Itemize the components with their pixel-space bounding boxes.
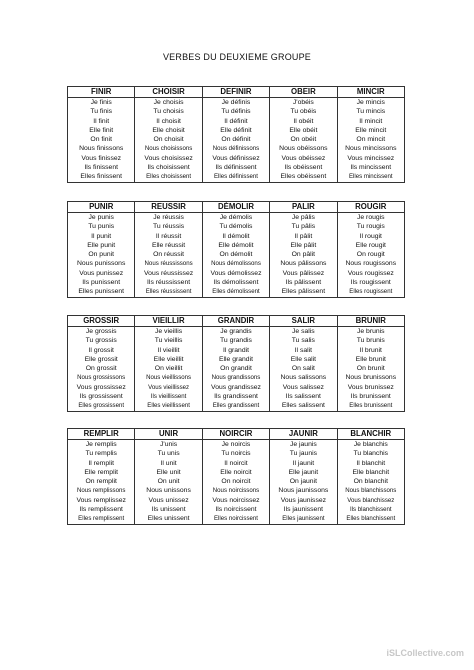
conjugation-cell: On blanchit bbox=[337, 477, 404, 486]
conjugation-cell: Vous noircissez bbox=[202, 496, 269, 505]
table-row bbox=[68, 259, 405, 268]
conjugation-cell: Elle choisit bbox=[135, 126, 202, 135]
conjugation-cell: Il grossit bbox=[68, 346, 135, 355]
verb-header: ROUGIR bbox=[337, 202, 404, 213]
conjugation-cell: Vous choisissez bbox=[135, 154, 202, 163]
conjugation-cell: Nous remplissons bbox=[68, 486, 135, 495]
table-row bbox=[68, 468, 405, 477]
conjugation-cell: Nous mincissons bbox=[337, 144, 404, 153]
verb-header: PUNIR bbox=[68, 202, 135, 213]
conjugation-cell: Il choisit bbox=[135, 117, 202, 126]
conjugation-cell: Vous obéissez bbox=[270, 154, 337, 163]
verb-header: GROSSIR bbox=[68, 316, 135, 327]
conjugation-cell: Nous pâlissons bbox=[270, 259, 337, 268]
conjugation-cell: On jaunit bbox=[270, 477, 337, 486]
conjugation-cell: Vous mincissez bbox=[337, 154, 404, 163]
verb-header: VIEILLIR bbox=[135, 316, 202, 327]
conjugation-cell: Je vieillis bbox=[135, 327, 202, 337]
conjugation-cell: Nous brunissons bbox=[337, 373, 404, 382]
conjugation-cell: Nous finissons bbox=[68, 144, 135, 153]
conjugation-cell: Il définit bbox=[202, 117, 269, 126]
conjugation-cell: Elles punissent bbox=[68, 287, 135, 297]
table-row bbox=[68, 459, 405, 468]
conjugation-cell: Il finit bbox=[68, 117, 135, 126]
conjugation-cell: Vous remplissez bbox=[68, 496, 135, 505]
verb-header: BLANCHIR bbox=[337, 429, 404, 440]
conjugation-cell: Ils noircissent bbox=[202, 505, 269, 514]
conjugation-cell: Ils unissent bbox=[135, 505, 202, 514]
conjugation-cell: Vous grossissez bbox=[68, 383, 135, 392]
verb-header: DEFINIR bbox=[202, 87, 269, 98]
conjugation-cell: Elles remplissent bbox=[68, 514, 135, 524]
conjugation-cell: Elles définissent bbox=[202, 172, 269, 182]
conjugation-cell: Tu punis bbox=[68, 222, 135, 231]
verb-header: REMPLIR bbox=[68, 429, 135, 440]
conjugation-cell: Elles rougissent bbox=[337, 287, 404, 297]
conjugation-cell: Je noircis bbox=[202, 440, 269, 450]
table-row bbox=[68, 250, 405, 259]
conjugation-cell: Il pâlit bbox=[270, 232, 337, 241]
table-row bbox=[68, 477, 405, 486]
table-row bbox=[68, 401, 405, 411]
table-row bbox=[68, 163, 405, 172]
conjugation-cell: Nous unissons bbox=[135, 486, 202, 495]
conjugation-cell: Je grandis bbox=[202, 327, 269, 337]
table-row bbox=[68, 327, 405, 337]
conjugation-cell: On mincit bbox=[337, 135, 404, 144]
conjugation-cell: Il mincit bbox=[337, 117, 404, 126]
verb-header: JAUNIR bbox=[270, 429, 337, 440]
conjugation-cell: Elle noircit bbox=[202, 468, 269, 477]
conjugation-cell: On grossit bbox=[68, 364, 135, 373]
conjugation-cell: Tu jaunis bbox=[270, 449, 337, 458]
conjugation-cell: Il jaunit bbox=[270, 459, 337, 468]
table-row bbox=[68, 364, 405, 373]
conjugation-cell: Je finis bbox=[68, 98, 135, 108]
conjugation-cell: Elle mincit bbox=[337, 126, 404, 135]
conjugation-cell: Il rougit bbox=[337, 232, 404, 241]
conjugation-cell: Je remplis bbox=[68, 440, 135, 450]
conjugation-cell: On finit bbox=[68, 135, 135, 144]
conjugation-cell: Elle grossit bbox=[68, 355, 135, 364]
conjugation-cell: Elles réussissent bbox=[135, 287, 202, 297]
conjugation-cell: Vous salissez bbox=[270, 383, 337, 392]
conjugation-cell: Tu définis bbox=[202, 107, 269, 116]
conjugation-cell: On pâlit bbox=[270, 250, 337, 259]
header-row bbox=[68, 202, 405, 213]
conjugation-table-1 bbox=[67, 86, 405, 183]
conjugation-cell: Tu réussis bbox=[135, 222, 202, 231]
conjugation-cell: Nous jaunissons bbox=[270, 486, 337, 495]
verb-header: GRANDIR bbox=[202, 316, 269, 327]
verb-header: MINCIR bbox=[337, 87, 404, 98]
verb-header: BRUNIR bbox=[337, 316, 404, 327]
conjugation-cell: Elle finit bbox=[68, 126, 135, 135]
conjugation-cell: Elle réussit bbox=[135, 241, 202, 250]
conjugation-cell: Nous choisissons bbox=[135, 144, 202, 153]
conjugation-cell: On réussit bbox=[135, 250, 202, 259]
table-row bbox=[68, 392, 405, 401]
conjugation-cell: Elle salit bbox=[270, 355, 337, 364]
conjugation-cell: Il grandit bbox=[202, 346, 269, 355]
conjugation-cell: Elle remplit bbox=[68, 468, 135, 477]
conjugation-cell: Elles noircissent bbox=[202, 514, 269, 524]
table-row bbox=[68, 346, 405, 355]
table-row bbox=[68, 449, 405, 458]
table-row bbox=[68, 213, 405, 223]
table-row bbox=[68, 241, 405, 250]
conjugation-cell: Nous démolissons bbox=[202, 259, 269, 268]
table-row bbox=[68, 135, 405, 144]
conjugation-cell: Ils brunissent bbox=[337, 392, 404, 401]
table-row bbox=[68, 232, 405, 241]
table-row bbox=[68, 107, 405, 116]
table-row bbox=[68, 278, 405, 287]
verb-header: CHOISIR bbox=[135, 87, 202, 98]
conjugation-cell: Tu brunis bbox=[337, 336, 404, 345]
conjugation-cell: Vous jaunissez bbox=[270, 496, 337, 505]
conjugation-cell: Ils punissent bbox=[68, 278, 135, 287]
table-row bbox=[68, 126, 405, 135]
table-row bbox=[68, 144, 405, 153]
conjugation-cell: Je jaunis bbox=[270, 440, 337, 450]
conjugation-cell: Tu rougis bbox=[337, 222, 404, 231]
conjugation-cell: Elles vieillissent bbox=[135, 401, 202, 411]
conjugation-cell: Je démolis bbox=[202, 213, 269, 223]
conjugation-cell: Tu grossis bbox=[68, 336, 135, 345]
table-row bbox=[68, 383, 405, 392]
conjugation-cell: Elles mincissent bbox=[337, 172, 404, 182]
conjugation-cell: Tu noircis bbox=[202, 449, 269, 458]
conjugation-cell: Elle démolit bbox=[202, 241, 269, 250]
conjugation-cell: Il noircit bbox=[202, 459, 269, 468]
conjugation-cell: Tu démolis bbox=[202, 222, 269, 231]
conjugation-cell: Elles grossissent bbox=[68, 401, 135, 411]
header-row bbox=[68, 87, 405, 98]
conjugation-cell: J'obéis bbox=[270, 98, 337, 108]
conjugation-cell: Nous rougissons bbox=[337, 259, 404, 268]
conjugation-cell: Elle rougit bbox=[337, 241, 404, 250]
conjugation-cell: Nous vieillissons bbox=[135, 373, 202, 382]
conjugation-cell: Je grossis bbox=[68, 327, 135, 337]
conjugation-cell: Il vieillit bbox=[135, 346, 202, 355]
conjugation-cell: Tu unis bbox=[135, 449, 202, 458]
conjugation-cell: Vous unissez bbox=[135, 496, 202, 505]
conjugation-cell: Elles obéissent bbox=[270, 172, 337, 182]
conjugation-cell: On rougit bbox=[337, 250, 404, 259]
conjugation-cell: Ils finissent bbox=[68, 163, 135, 172]
conjugation-cell: Elles finissent bbox=[68, 172, 135, 182]
conjugation-cell: Tu grandis bbox=[202, 336, 269, 345]
verb-header: NOIRCIR bbox=[202, 429, 269, 440]
conjugation-cell: Elles pâlissent bbox=[270, 287, 337, 297]
conjugation-cell: Ils pâlissent bbox=[270, 278, 337, 287]
conjugation-cell: On choisit bbox=[135, 135, 202, 144]
table-row bbox=[68, 514, 405, 524]
conjugation-cell: On définit bbox=[202, 135, 269, 144]
conjugation-cell: Ils obéissent bbox=[270, 163, 337, 172]
conjugation-cell: Elles jaunissent bbox=[270, 514, 337, 524]
conjugation-cell: Il salit bbox=[270, 346, 337, 355]
conjugation-cell: Ils choisissent bbox=[135, 163, 202, 172]
watermark-footer: iSLCollective.com bbox=[386, 648, 464, 658]
verb-header: REUSSIR bbox=[135, 202, 202, 213]
conjugation-cell: Elles blanchissent bbox=[337, 514, 404, 524]
conjugation-cell: Tu obéis bbox=[270, 107, 337, 116]
verb-header: SALIR bbox=[270, 316, 337, 327]
table-row bbox=[68, 287, 405, 297]
conjugation-cell: On noircit bbox=[202, 477, 269, 486]
conjugation-cell: Nous grossissons bbox=[68, 373, 135, 382]
conjugation-cell: Elle définit bbox=[202, 126, 269, 135]
conjugation-cell: Elle jaunit bbox=[270, 468, 337, 477]
conjugation-cell: Il punit bbox=[68, 232, 135, 241]
table-row bbox=[68, 440, 405, 450]
conjugation-cell: Tu remplis bbox=[68, 449, 135, 458]
conjugation-cell: J'unis bbox=[135, 440, 202, 450]
conjugation-cell: On brunit bbox=[337, 364, 404, 373]
conjugation-cell: Tu blanchis bbox=[337, 449, 404, 458]
conjugation-cell: Elles grandissent bbox=[202, 401, 269, 411]
conjugation-cell: Je définis bbox=[202, 98, 269, 108]
conjugation-cell: Ils mincissent bbox=[337, 163, 404, 172]
conjugation-cell: Nous noircissons bbox=[202, 486, 269, 495]
conjugation-cell: Vous punissez bbox=[68, 269, 135, 278]
table-row bbox=[68, 336, 405, 345]
conjugation-cell: Vous réussissez bbox=[135, 269, 202, 278]
conjugation-cell: Elles brunissent bbox=[337, 401, 404, 411]
conjugation-table-4 bbox=[67, 428, 405, 525]
conjugation-cell: Tu vieillis bbox=[135, 336, 202, 345]
conjugation-cell: Vous définissez bbox=[202, 154, 269, 163]
table-row bbox=[68, 98, 405, 108]
conjugation-cell: Ils grossissent bbox=[68, 392, 135, 401]
conjugation-cell: Il démolit bbox=[202, 232, 269, 241]
table-row bbox=[68, 496, 405, 505]
conjugation-cell: Vous pâlissez bbox=[270, 269, 337, 278]
conjugation-cell: Je brunis bbox=[337, 327, 404, 337]
conjugation-cell: Je rougis bbox=[337, 213, 404, 223]
table-row bbox=[68, 486, 405, 495]
conjugation-cell: Je réussis bbox=[135, 213, 202, 223]
conjugation-cell: On punit bbox=[68, 250, 135, 259]
header-row bbox=[68, 429, 405, 440]
verb-header: UNIR bbox=[135, 429, 202, 440]
table-row bbox=[68, 269, 405, 278]
conjugation-cell: Il réussit bbox=[135, 232, 202, 241]
conjugation-cell: On grandit bbox=[202, 364, 269, 373]
conjugation-cell: Ils blanchissent bbox=[337, 505, 404, 514]
conjugation-cell: Ils salissent bbox=[270, 392, 337, 401]
conjugation-cell: Vous blanchissez bbox=[337, 496, 404, 505]
conjugation-cell: Tu salis bbox=[270, 336, 337, 345]
conjugation-cell: Elles unissent bbox=[135, 514, 202, 524]
conjugation-cell: Il unit bbox=[135, 459, 202, 468]
conjugation-cell: Nous blanchissons bbox=[337, 486, 404, 495]
conjugation-cell: Ils remplissent bbox=[68, 505, 135, 514]
conjugation-cell: Tu mincis bbox=[337, 107, 404, 116]
conjugation-cell: Tu choisis bbox=[135, 107, 202, 116]
table-row bbox=[68, 172, 405, 182]
conjugation-cell: Elles démolissent bbox=[202, 287, 269, 297]
verb-header: PALIR bbox=[270, 202, 337, 213]
conjugation-cell: Elle pâlit bbox=[270, 241, 337, 250]
conjugation-cell: Ils définissent bbox=[202, 163, 269, 172]
table-row bbox=[68, 373, 405, 382]
conjugation-cell: Ils vieillissent bbox=[135, 392, 202, 401]
conjugation-cell: Il remplit bbox=[68, 459, 135, 468]
table-row bbox=[68, 154, 405, 163]
table-row bbox=[68, 222, 405, 231]
conjugation-cell: Je pâlis bbox=[270, 213, 337, 223]
conjugation-cell: Elle punit bbox=[68, 241, 135, 250]
conjugation-cell: Je blanchis bbox=[337, 440, 404, 450]
conjugation-cell: Vous brunissez bbox=[337, 383, 404, 392]
conjugation-cell: Ils réussissent bbox=[135, 278, 202, 287]
table-row bbox=[68, 117, 405, 126]
conjugation-cell: Elle vieillit bbox=[135, 355, 202, 364]
conjugation-cell: Il obéit bbox=[270, 117, 337, 126]
conjugation-cell: Nous obéissons bbox=[270, 144, 337, 153]
table-row bbox=[68, 355, 405, 364]
conjugation-table-3 bbox=[67, 315, 405, 412]
conjugation-cell: Elle brunit bbox=[337, 355, 404, 364]
conjugation-cell: Vous démolissez bbox=[202, 269, 269, 278]
conjugation-cell: Je punis bbox=[68, 213, 135, 223]
conjugation-cell: Nous définissons bbox=[202, 144, 269, 153]
conjugation-cell: On unit bbox=[135, 477, 202, 486]
conjugation-cell: On remplit bbox=[68, 477, 135, 486]
conjugation-cell: On vieillit bbox=[135, 364, 202, 373]
conjugation-cell: Il brunit bbox=[337, 346, 404, 355]
conjugation-cell: Nous grandissons bbox=[202, 373, 269, 382]
conjugation-cell: Elle obéit bbox=[270, 126, 337, 135]
conjugation-cell: Il blanchit bbox=[337, 459, 404, 468]
conjugation-cell: Tu pâlis bbox=[270, 222, 337, 231]
conjugation-cell: Elle grandit bbox=[202, 355, 269, 364]
conjugation-cell: Nous salissons bbox=[270, 373, 337, 382]
conjugation-cell: On démolit bbox=[202, 250, 269, 259]
conjugation-table-2 bbox=[67, 201, 405, 298]
conjugation-cell: On obéit bbox=[270, 135, 337, 144]
verb-header: DÉMOLIR bbox=[202, 202, 269, 213]
conjugation-cell: Elles salissent bbox=[270, 401, 337, 411]
conjugation-cell: Je mincis bbox=[337, 98, 404, 108]
conjugation-cell: Vous grandissez bbox=[202, 383, 269, 392]
conjugation-cell: Elles choisissent bbox=[135, 172, 202, 182]
conjugation-cell: Je choisis bbox=[135, 98, 202, 108]
conjugation-cell: Vous finissez bbox=[68, 154, 135, 163]
header-row bbox=[68, 316, 405, 327]
conjugation-cell: Ils démolissent bbox=[202, 278, 269, 287]
conjugation-cell: Elle blanchit bbox=[337, 468, 404, 477]
conjugation-cell: Elle unit bbox=[135, 468, 202, 477]
conjugation-cell: Ils rougissent bbox=[337, 278, 404, 287]
conjugation-cell: Ils jaunissent bbox=[270, 505, 337, 514]
table-row bbox=[68, 505, 405, 514]
verb-header: FINIR bbox=[68, 87, 135, 98]
conjugation-cell: Vous vieillissez bbox=[135, 383, 202, 392]
verb-header: OBEIR bbox=[270, 87, 337, 98]
conjugation-cell: Nous réussissons bbox=[135, 259, 202, 268]
conjugation-cell: Nous punissons bbox=[68, 259, 135, 268]
conjugation-cell: Vous rougissez bbox=[337, 269, 404, 278]
page-title: VERBES DU DEUXIEME GROUPE bbox=[162, 52, 312, 62]
conjugation-cell: Tu finis bbox=[68, 107, 135, 116]
conjugation-cell: On salit bbox=[270, 364, 337, 373]
conjugation-cell: Ils grandissent bbox=[202, 392, 269, 401]
conjugation-cell: Je salis bbox=[270, 327, 337, 337]
